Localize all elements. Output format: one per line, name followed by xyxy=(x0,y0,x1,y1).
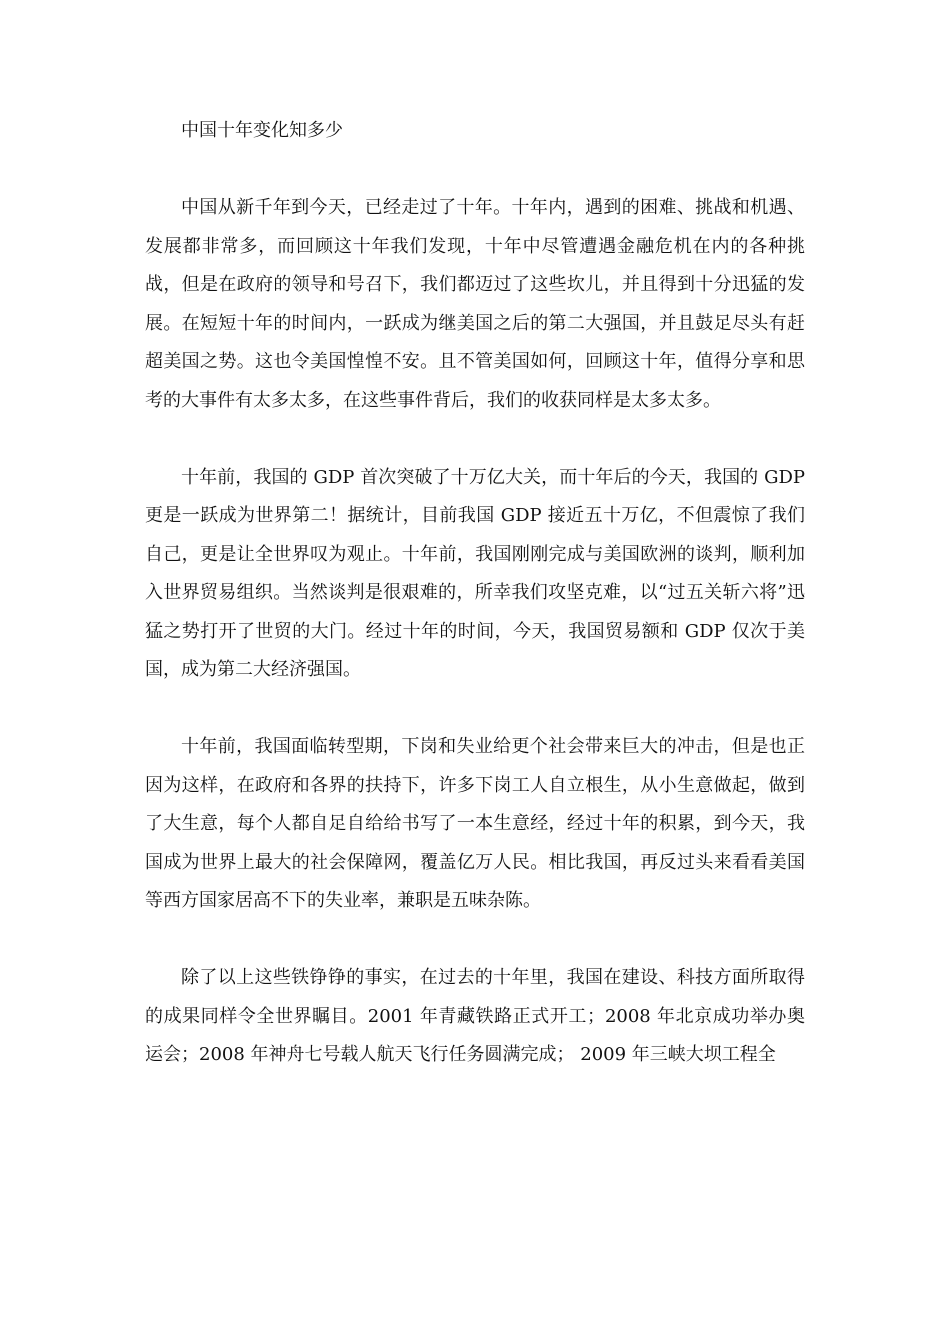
paragraph-2: 十年前，我国的 GDP 首次突破了十万亿大关，而十年后的今天，我国的 GDP 更是一跃成为世界第二！据统计，目前我国 GDP 接近五十万亿，不但震惊了我们自己，更是让全世界叹为观止。十年前，我国刚刚完成与美国欧洲的谈判，顺利加入世界贸易组织。当然谈判是很艰难的，所幸我们攻坚克难，以“过五关斩六将”迅猛之势打开了世贸的大门。经过十年的时间，今天，我国贸易额和 GDP 仅次于美国，成为第二大经济强国。 xyxy=(145,466,805,680)
paragraph-3: 十年前，我国面临转型期，下岗和失业给更个社会带来巨大的冲击，但是也正因为这样，在政府和各界的扶持下，许多下岗工人自立根生，从小生意做起，做到了大生意，每个人都自足自给给书写了一本生意经，经过十年的积累，到今天，我国成为世界上最大的社会保障网，覆盖亿万人民。相比我国，再反过头来看看美国等西方国家居高不下的失业率，兼职是五味杂陈。 xyxy=(145,736,805,911)
paragraph-4: 除了以上这些铁铮铮的事实，在过去的十年里，我国在建设、科技方面所取得的成果同样令全世界瞩目。2001 年青藏铁路正式开工；2008 年北京成功举办奥运会；2008 年神舟七号载人航天飞行任务圆满完成； 2009 年三峡大坝工程全 xyxy=(145,967,805,1065)
document-title: 中国十年变化知多少 xyxy=(181,120,343,141)
paragraph-1: 中国从新千年到今天，已经走过了十年。十年内，遇到的困难、挑战和机遇、发展都非常多，而回顾这十年我们发现，十年中尽管遭遇金融危机在内的各种挑战，但是在政府的领导和号召下，我们都迈过了这些坎儿，并且得到十分迅猛的发展。在短短十年的时间内，一跃成为继美国之后的第二大强国，并且鼓足尽头有赶超美国之势。这也令美国惶惶不安。且不管美国如何，回顾这十年，值得分享和思考的大事件有太多太多，在这些事件背后，我们的收获同样是太多太多。 xyxy=(145,197,805,411)
document-body xyxy=(145,112,805,1113)
